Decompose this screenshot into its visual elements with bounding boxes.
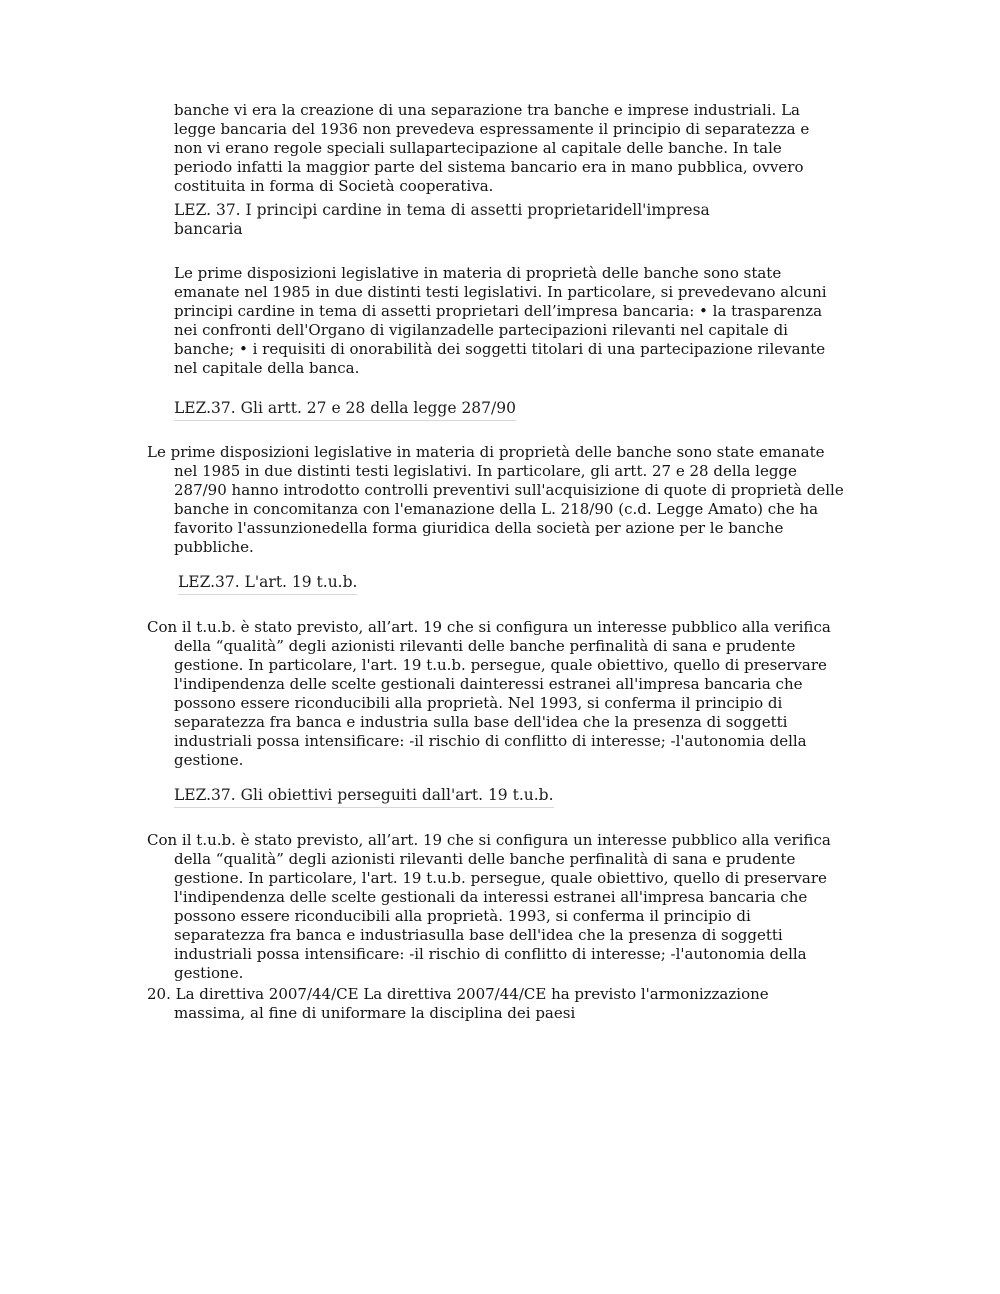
- heading-art-19-tub: LEZ.37. L'art. 19 t.u.b.: [178, 573, 357, 595]
- paragraph-prime-disposizioni-1985: Le prime disposizioni legislative in materia di proprietà delle banche sono state emanate nel 1985 in due distinti testi legislativi. In particolare, si prevedevano alcuni principi cardine in tema di assetti proprietari dell’impresa bancaria: • la trasparenza nei confronti dell'Organo di vigilanzadelle partecipazioni rilevanti nel capitale di banche; • i requisiti di onorabilità dei soggetti titolari di una partecipazione rilevante nel capitale della banca.: [174, 264, 827, 377]
- heading-principi-cardine: LEZ. 37. I principi cardine in tema di assetti proprietaridell'impresa bancaria: [174, 201, 710, 238]
- paragraph-obiettivi-art-19: Con il t.u.b. è stato previsto, all’art. 19 che si configura un interesse pubblico alla verifica della “qualità” degli azionisti rilevanti delle banche perfinalità di sana e prudente gestione. In particolare, l'art. 19 t.u.b. persegue, quale obiettivo, quello di preservare l'indipendenza delle scelte gestionali da interessi estranei all'impresa bancaria che possono essere riconducibili alla proprietà. 1993, si conferma il principio di separatezza fra banca e industriasulla base dell'idea che la presenza di soggetti industriali possa intensificare: -il rischio di conflitto di interesse; -l'autonomia della gestione.: [147, 831, 831, 982]
- paragraph-direttiva-2007-44-ce: 20. La direttiva 2007/44/CE La direttiva 2007/44/CE ha previsto l'armonizzazione massima, al fine di uniformare la disciplina dei paesi: [147, 985, 769, 1022]
- paragraph-art-19-tub: Con il t.u.b. è stato previsto, all’art. 19 che si configura un interesse pubblico alla verifica della “qualità” degli azionisti rilevanti delle banche perfinalità di sana e prudente gestione. In particolare, l'art. 19 t.u.b. persegue, quale obiettivo, quello di preservare l'indipendenza delle scelte gestionali dainteressi estranei all'impresa bancaria che possono essere riconducibili alla proprietà. Nel 1993, si conferma il principio di separatezza fra banca e industria sulla base dell'idea che la presenza di soggetti industriali possa intensificare: -il rischio di conflitto di interesse; -l'autonomia della gestione.: [147, 618, 831, 769]
- paragraph-separazione-banche-imprese: banche vi era la creazione di una separazione tra banche e imprese industriali. La legge bancaria del 1936 non prevedeva espressamente il principio di separatezza e non vi erano regole speciali sullapartecipazione al capitale delle banche. In tale periodo infatti la maggior parte del sistema bancario era in mano pubblica, ovvero costituita in forma di Società cooperativa.: [174, 101, 810, 195]
- heading-artt-27-28: LEZ.37. Gli artt. 27 e 28 della legge 287/90: [174, 399, 516, 421]
- heading-obiettivi-art-19: LEZ.37. Gli obiettivi perseguiti dall'art. 19 t.u.b.: [174, 786, 554, 808]
- paragraph-artt-27-28-legge-287-90: Le prime disposizioni legislative in materia di proprietà delle banche sono state emanate nel 1985 in due distinti testi legislativi. In particolare, gli artt. 27 e 28 della legge 287/90 hanno introdotto controlli preventivi sull'acquisizione di quote di proprietà delle banche in concomitanza con l'emanazione della L. 218/90 (c.d. Legge Amato) che ha favorito l'assunzionedella forma giuridica della società per azione per le banche pubbliche.: [147, 443, 844, 556]
